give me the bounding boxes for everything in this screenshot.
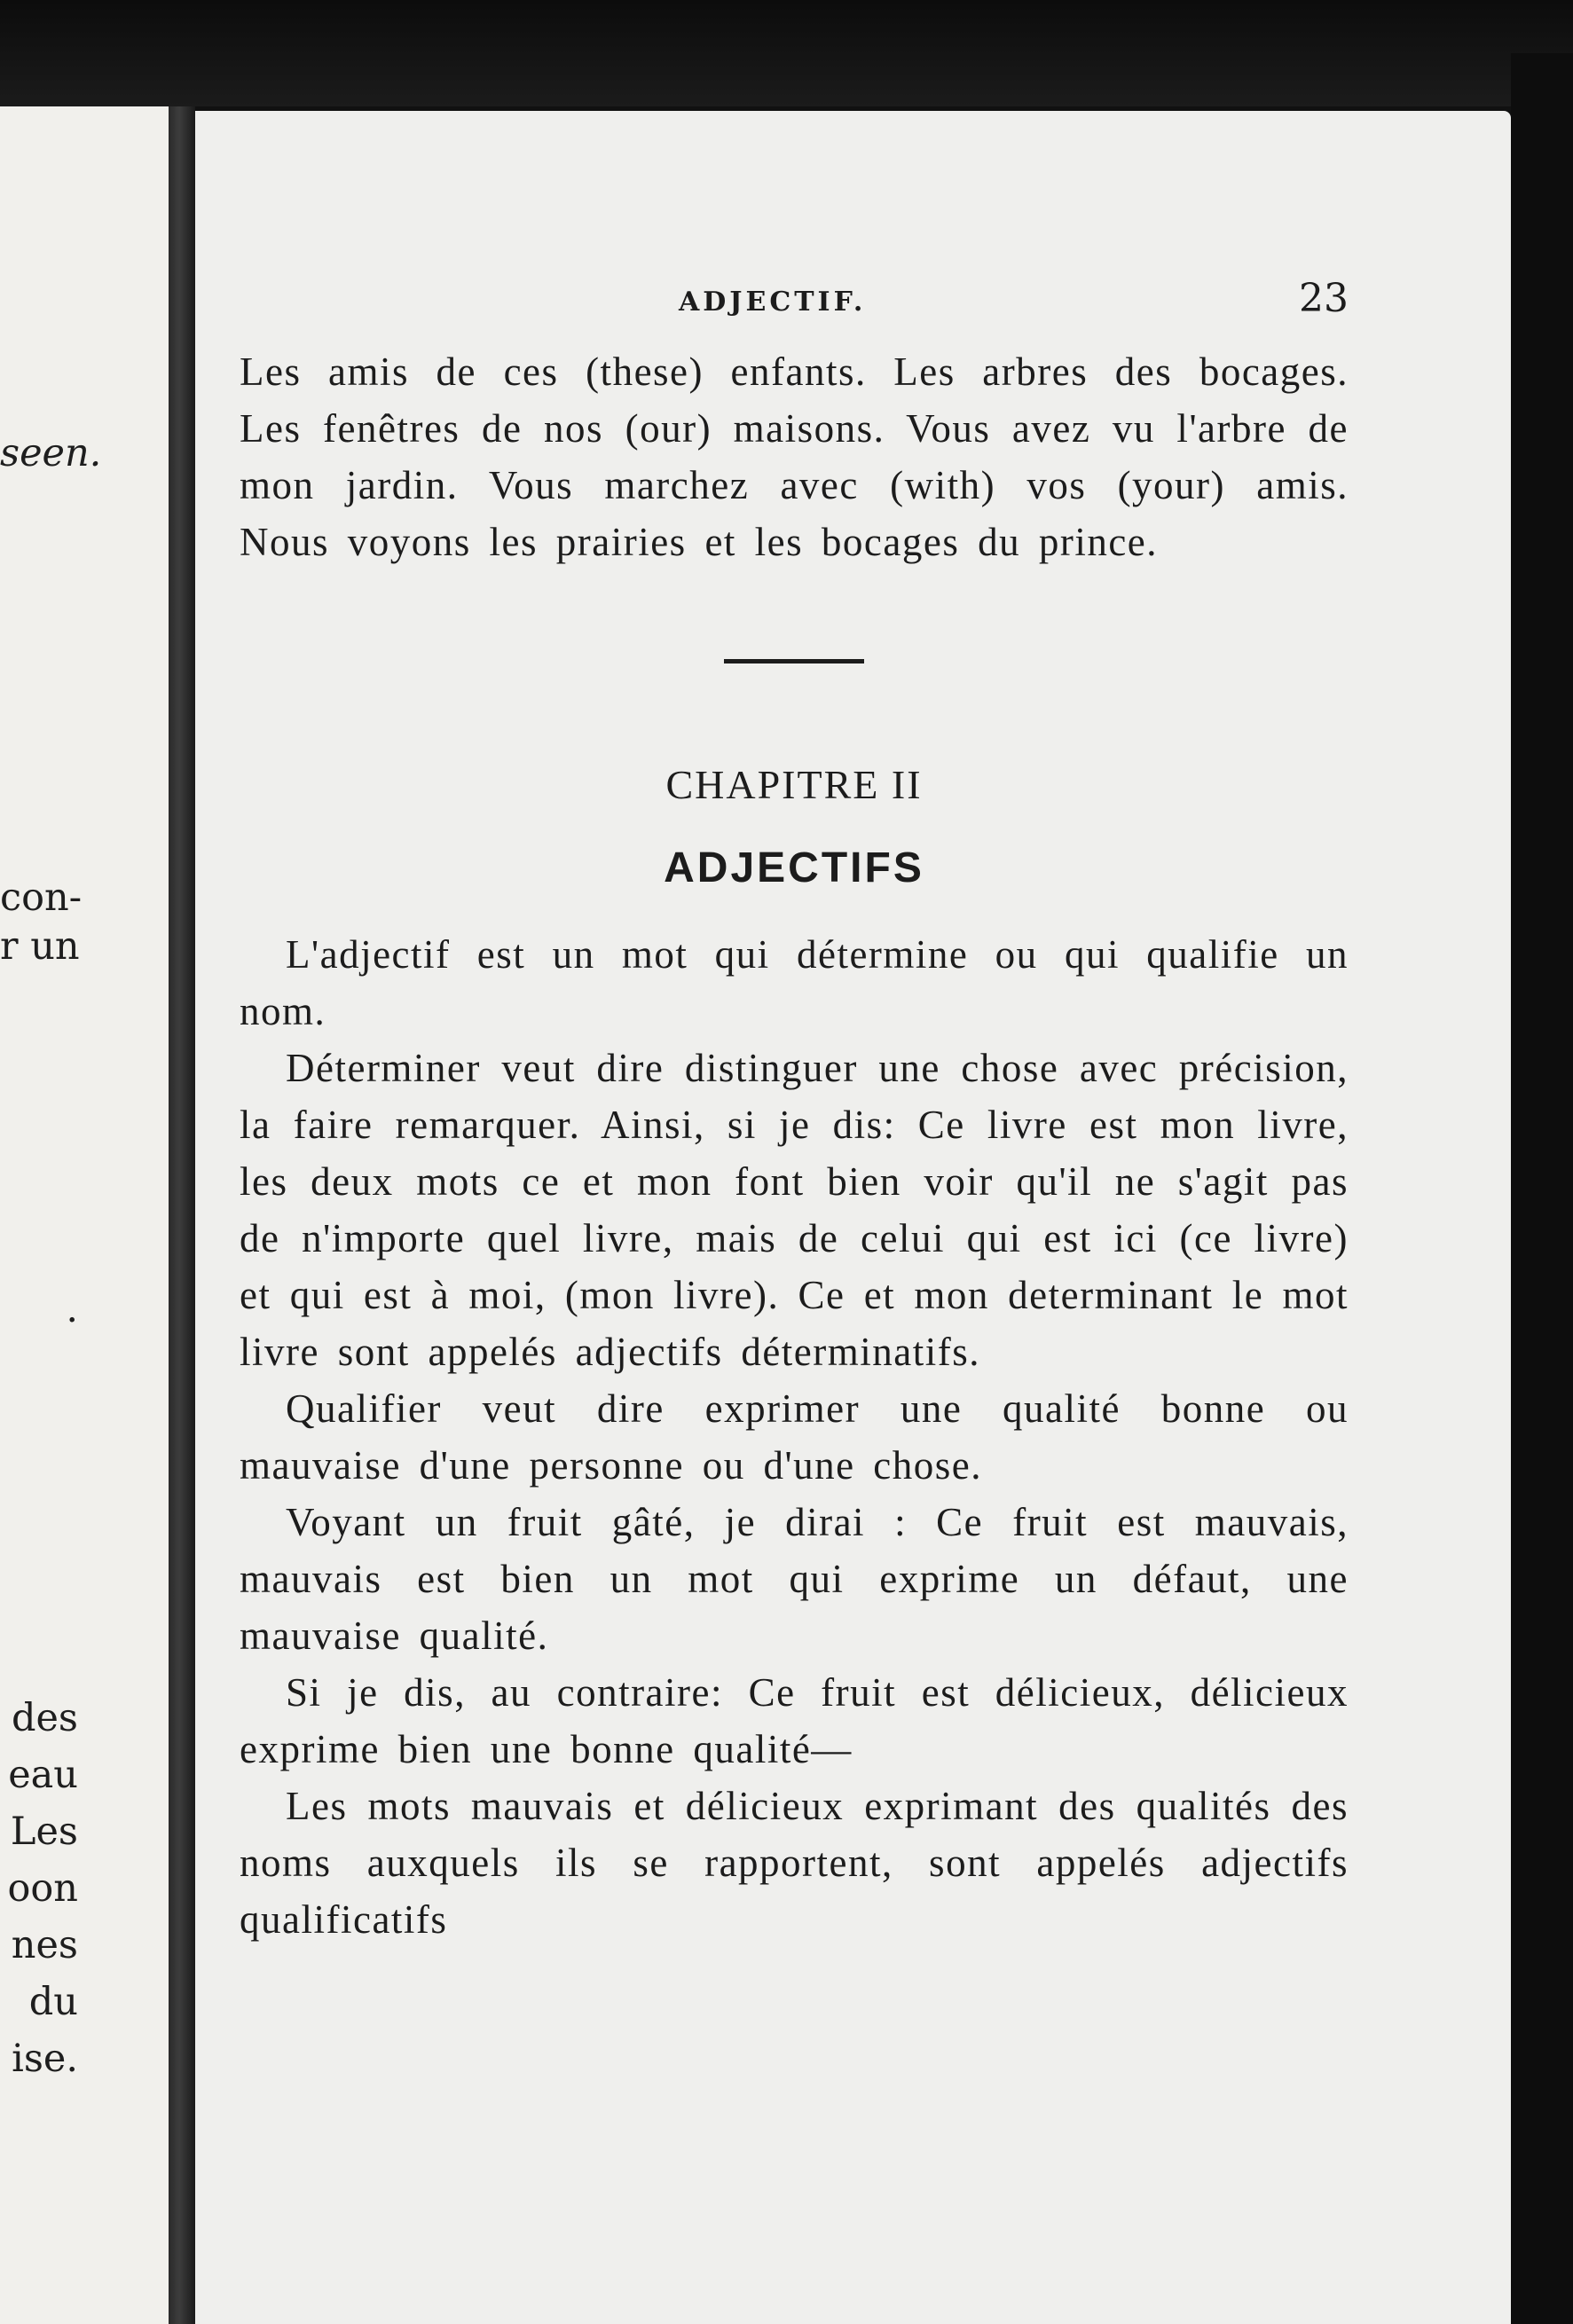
- left-page-text-seen: seen.: [0, 431, 102, 475]
- left-page-text-con: con- r un: [0, 875, 83, 969]
- paragraph-definition: L'adjectif est un mot qui détermine ou qui qualifie un nom.: [240, 932, 1349, 1033]
- paragraph-example-good: Si je dis, au contraire: Ce fruit est délicieux, délicieux exprime bien une bonne qualité—: [240, 1670, 1349, 1771]
- scan-top-edge: [0, 0, 1573, 106]
- chapter-number: CHAPITRE II: [665, 762, 923, 807]
- page-number: 23: [1299, 276, 1349, 321]
- running-head: [240, 271, 1349, 324]
- left-page-text-bottom: des eau Les oon nes du ise.: [7, 1696, 78, 2081]
- left-page-text-dot: .: [66, 1287, 78, 1331]
- paragraph-qualifier: Qualifier veut dire exprimer une qualité bonne ou mauvaise d'une personne ou d'une chose.: [240, 1386, 1349, 1488]
- running-title: ADJECTIF.: [679, 287, 867, 318]
- book-spine: [169, 106, 195, 2324]
- intro-paragraph: Les amis de ces (these) enfants. Les arbres des bocages. Les fenêtres de nos (our) maisons. Vous avez vu l'arbre de mon jardin. Vous marchez avec (with) vos (your) amis. Nous voyons les prairies et les bocages du prince.: [240, 349, 1349, 564]
- paragraph-example-bad: Voyant un fruit gâté, je dirai : Ce fruit est mauvais, mauvais est bien un mot qui exprime un défaut, une mauvaise qualité.: [240, 1500, 1349, 1658]
- section-divider: [724, 659, 864, 663]
- chapter-title: ADJECTIFS: [664, 844, 924, 891]
- chapter-body: [240, 926, 1349, 1948]
- paragraph-determiner: Déterminer veut dire distinguer une chose avec précision, la faire remarquer. Ainsi, si je dis: Ce livre est mon livre, les deux mots ce et mon font bien voir qu'il ne s'agit pas de n'importe quel livre, mais de celui qui est ici (ce livre) et qui est à moi, (mon livre). Ce et mon determinant le mot livre sont appelés adjectifs déterminatifs.: [240, 1046, 1349, 1374]
- scan-right-edge: [1511, 53, 1573, 2324]
- paragraph-conclusion: Les mots mauvais et délicieux exprimant des qualités des noms auxquels ils se rapportent, sont appelés adjectifs qualificatifs: [240, 1784, 1349, 1942]
- page-content: [240, 271, 1349, 1948]
